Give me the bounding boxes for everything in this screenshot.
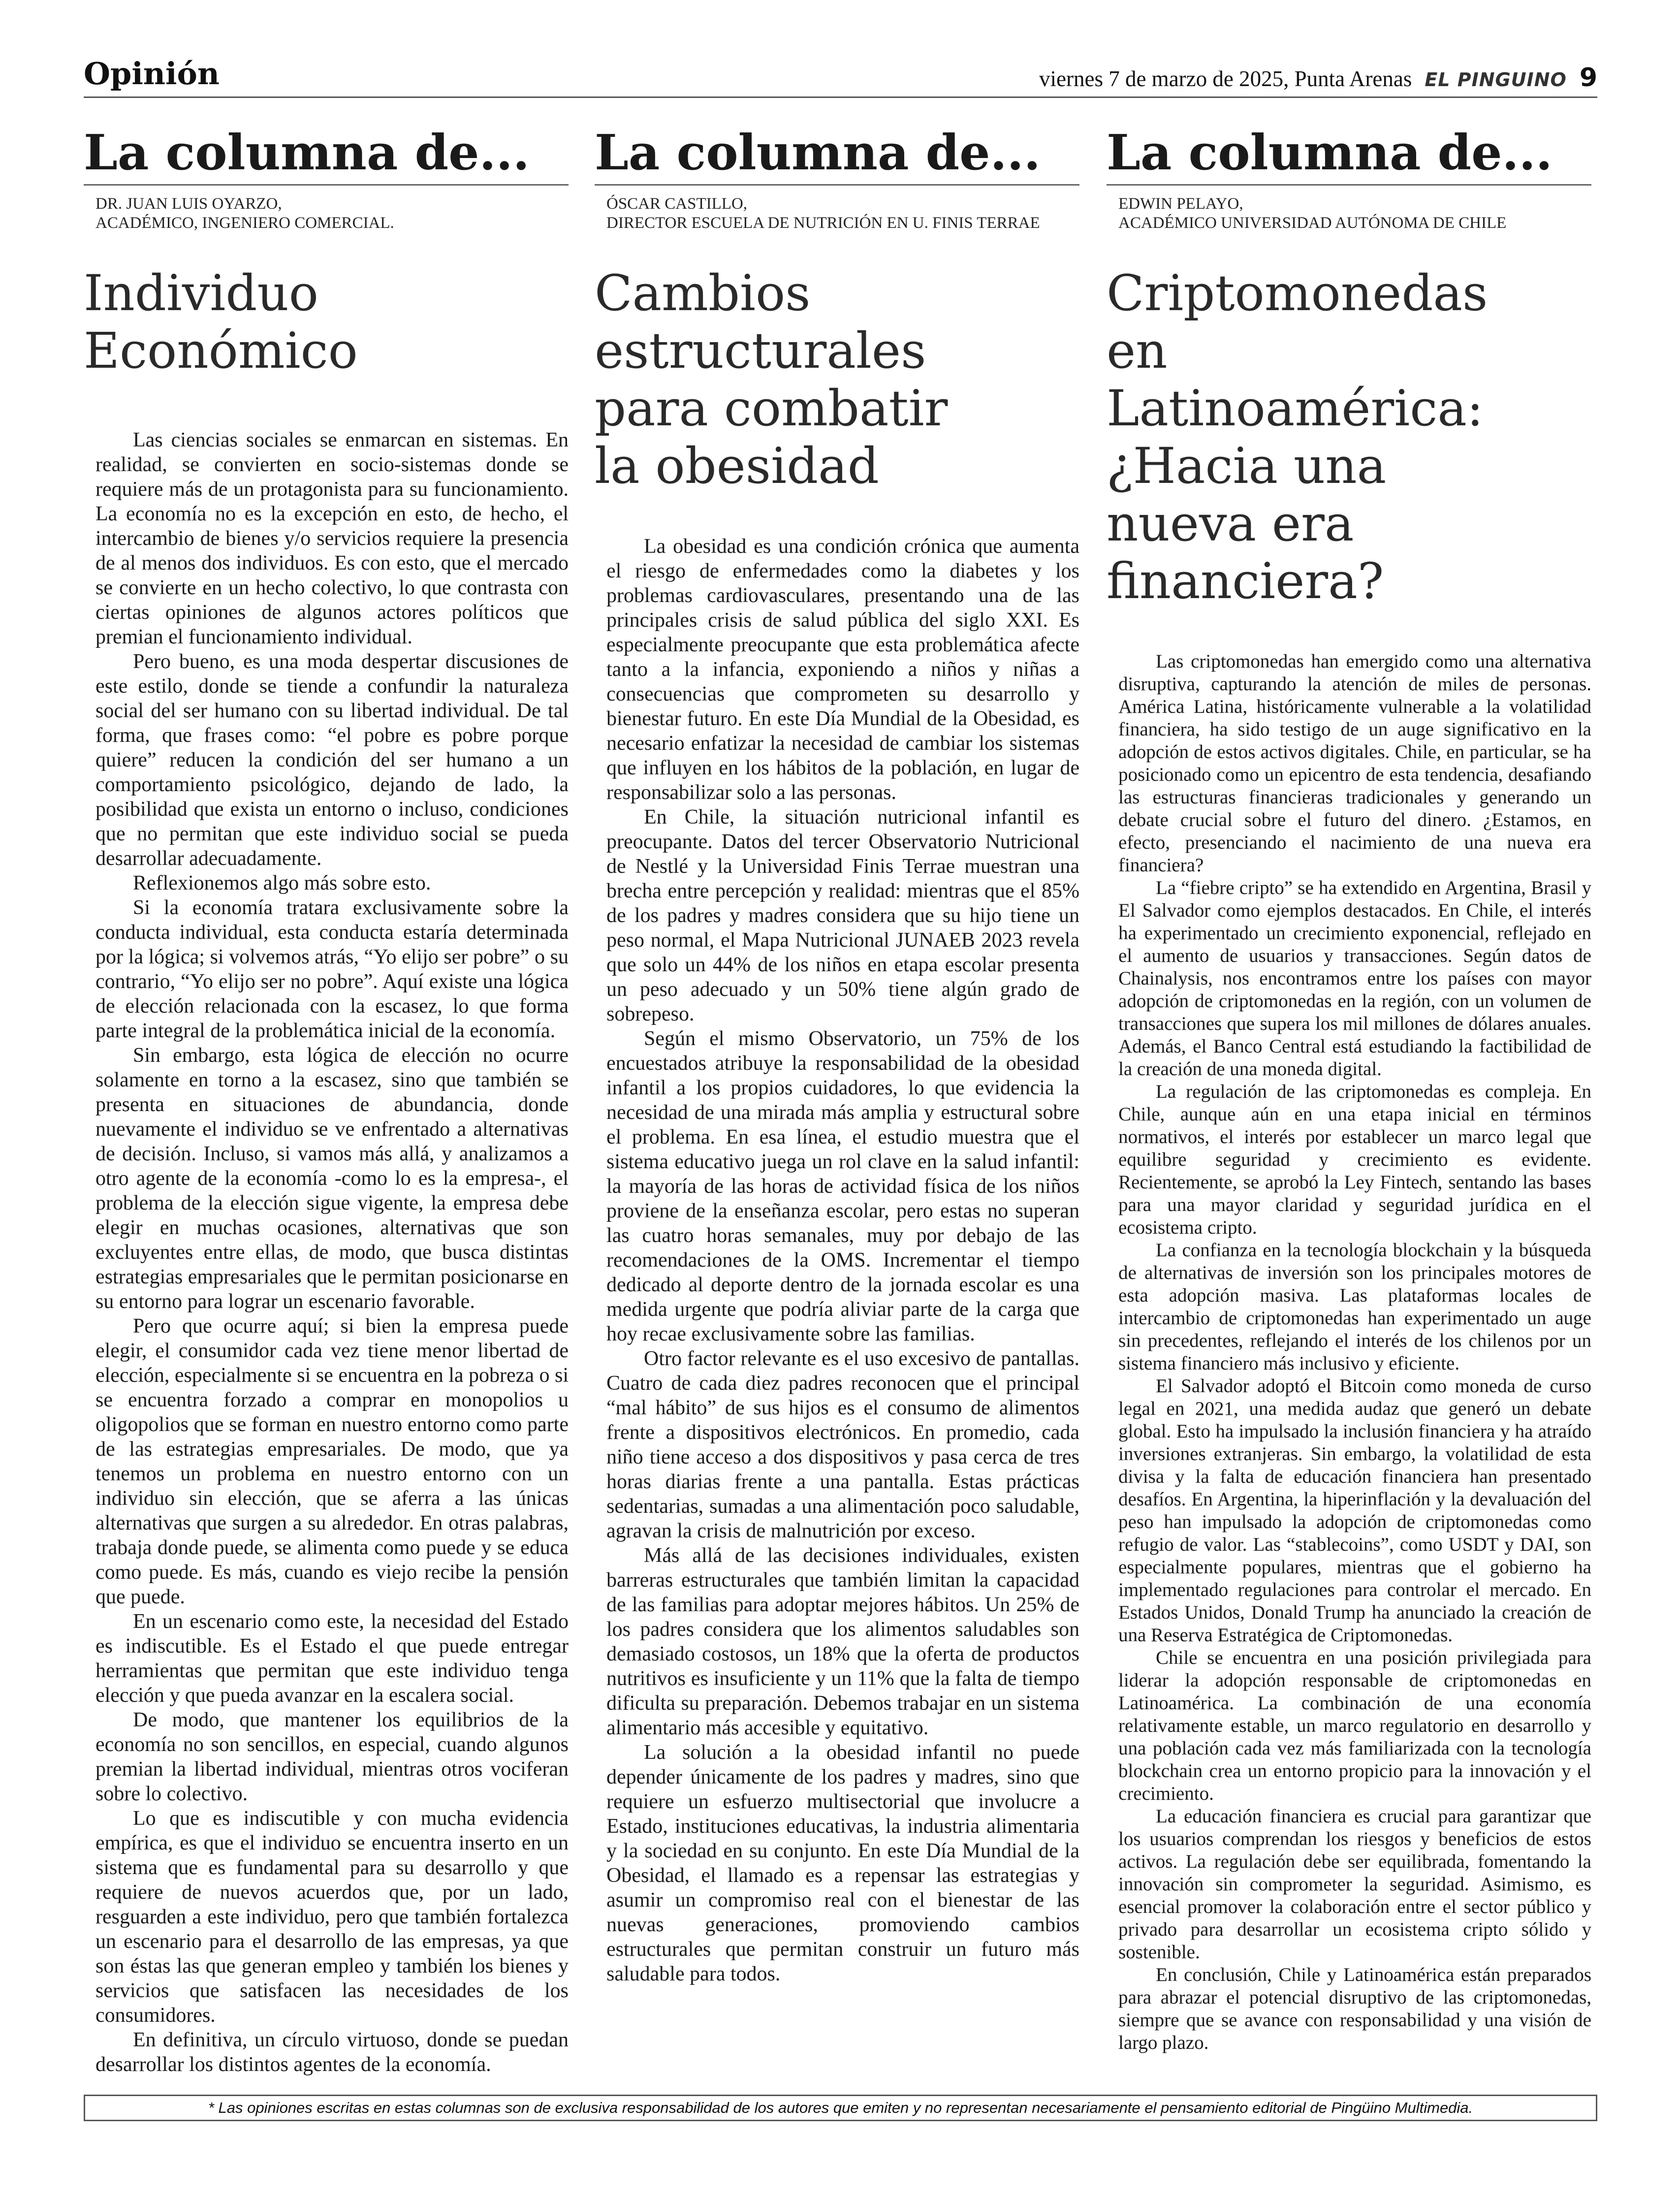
paragraph: La confianza en la tecnología blockchain y la búsqueda de alternativas de inversión son los principales motores de esta adopción masiva. Las plataformas locales de intercambio de criptomonedas han experimentado un auge sin precedentes, reflejando el interés de los chilenos por un sistema financiero más inclusivo y eficiente. [1118, 1240, 1591, 1374]
article-headline: Individuo Económico [84, 264, 358, 380]
date-line: viernes 7 de marzo de 2025, Punta Arenas [1039, 66, 1412, 91]
article-body [1118, 650, 1591, 2054]
column-kicker: La columna de... [595, 129, 1079, 186]
paragraph: Si la economía tratara exclusivamente sobre la conducta individual, esta conducta estaría determinada por la lógica; si volvemos atrás, “Yo elijo ser pobre” o su contrario, “Yo elijo ser no pobre”. Aquí existe una lógica de elección relacionada con la escasez, lo que forma parte integral de la problemática inicial de la economía. [95, 896, 569, 1042]
author-name: ÓSCAR CASTILLO, [606, 195, 748, 213]
author-role: DIRECTOR ESCUELA DE NUTRICIÓN EN U. FINIS TERRAE [606, 214, 1040, 232]
paragraph: El Salvador adoptó el Bitcoin como moneda de curso legal en 2021, una medida audaz que generó un debate global. Esto ha impulsado la inclusión financiera y ha atraído inversiones extranjeras. Sin embargo, la volatilidad de esta divisa y la falta de educación financiera han presentado desafíos. En Argentina, la hiperinflación y la devaluación del peso han impulsado la adopción de criptomonedas como refugio de valor. Las “stablecoins”, como USDT y DAI, son especialmente populares, mientras que el gobierno ha implementado regulaciones para controlar el mercado. En Estados Unidos, Donald Trump ha anunciado la creación de una Reserva Estratégica de Criptomonedas. [1118, 1375, 1591, 1646]
page-header [84, 56, 1597, 98]
paragraph: Sin embargo, esta lógica de elección no ocurre solamente en torno a la escasez, sino que también se presenta en situaciones de abundancia, donde nuevamente el individuo se ve enfrentado a alternativas de decisión. Incluso, si vamos más allá, y analizamos a otro agente de la economía -como lo es la empresa-, el problema de la elección sigue vigente, la empresa debe elegir en muchas ocasiones, alternativas que son excluyentes entre ellas, de modo, que busca distintas estrategias empresariales que le permitan posicionarse en su entorno para lograr un escenario favorable. [95, 1044, 569, 1313]
paragraph: Las criptomonedas han emergido como una alternativa disruptiva, capturando la atención de miles de personas. América Latina, históricamente vulnerable a la volatilidad financiera, ha sido testigo de un auge significativo en la adopción de estos activos digitales. Chile, en particular, se ha posicionado como un epicentro de esta tendencia, desafiando las estructuras financieras tradicionales y generando un debate crucial sobre el futuro del dinero. ¿Estamos, en efecto, presenciando el nacimiento de una nueva era financiera? [1118, 651, 1591, 876]
paragraph: Pero que ocurre aquí; si bien la empresa puede elegir, el consumidor cada vez tiene menor libertad de elección, especialmente si se encuentra en la pobreza o si se encuentra forzado a comprar en monopolios u oligopolios que se forman en nuestro entorno como parte de las estrategias empresariales. De modo, que ya tenemos un problema en nuestro entorno con un individuo sin elección, que se aferra a las únicas alternativas que surgen a su alrededor. En otras palabras, trabaja donde puede, se alimenta como puede y se educa como puede. Es más, cuando es viejo recibe la pensión que puede. [95, 1315, 569, 1608]
newspaper-logo: EL PINGUINO [1425, 69, 1567, 91]
header-meta [1039, 63, 1597, 93]
paragraph: Chile se encuentra en una posición privilegiada para liderar la adopción responsable de criptomonedas en Latinoamérica. La combinación de una economía relativamente estable, un marco regulatorio en desarrollo y una población cada vez más familiarizada con la tecnología blockchain crea un entorno propicio para la innovación y el crecimiento. [1118, 1647, 1591, 1804]
author-role: ACADÉMICO, INGENIERO COMERCIAL. [95, 214, 394, 232]
author-byline [1118, 194, 1591, 233]
paragraph: Otro factor relevante es el uso excesivo de pantallas. Cuatro de cada diez padres reconocen que el principal “mal hábito” de sus hijos es el consumo de alimentos frente a dispositivos electrónicos. En promedio, cada niño tiene acceso a dos dispositivos y pasa cerca de tres horas diarias frente a una pantalla. Estas prácticas sedentarias, sumadas a una alimentación poco saludable, agravan la crisis de malnutrición por exceso. [606, 1347, 1079, 1542]
paragraph: Lo que es indiscutible y con mucha evidencia empírica, es que el individuo se encuentra inserto en un sistema que es fundamental para su desarrollo y que requiere de nuevos acuerdos que, por un lado, resguarden a este individuo, pero que también fortalezca un escenario para el desarrollo de las empresas, ya que son éstas las que generan empleo y también los bienes y servicios que satisfacen las necesidades de los consumidores. [95, 1807, 569, 2027]
paragraph: La “fiebre cripto” se ha extendido en Argentina, Brasil y El Salvador como ejemplos destacados. En Chile, el interés ha experimentado un crecimiento exponencial, reflejado en el aumento de usuarios y transacciones. Según datos de Chainalysis, nos encontramos entre los países con mayor adopción de criptomonedas en la región, con un volumen de transacciones que supera los mil millones de dólares anuales. Además, el Banco Central está estudiando la factibilidad de la creación de una moneda digital. [1118, 877, 1591, 1080]
opinion-column-2 [595, 125, 1079, 1986]
paragraph: En definitiva, un círculo virtuoso, donde se puedan desarrollar los distintos agentes de la economía. [95, 2029, 569, 2076]
paragraph: Más allá de las decisiones individuales, existen barreras estructurales que también limitan la capacidad de las familias para adoptar mejores hábitos. Un 25% de los padres considera que los alimentos saludables son demasiado costosos, un 18% que la oferta de productos nutritivos es insuficiente y un 11% que la falta de tiempo dificulta su preparación. Debemos trabajar en un sistema alimentario más accesible y equitativo. [606, 1544, 1079, 1739]
page-number: 9 [1579, 63, 1597, 93]
article-body [95, 428, 569, 2077]
paragraph: Reflexionemos algo más sobre esto. [133, 872, 431, 894]
author-role: ACADÉMICO UNIVERSIDAD AUTÓNOMA DE CHILE [1118, 214, 1507, 232]
paragraph: En un escenario como este, la necesidad del Estado es indiscutible. Es el Estado el que puede entregar herramientas que permitan que este individuo tenga elección y que pueda avanzar en la escalera social. [95, 1610, 569, 1707]
author-name: EDWIN PELAYO, [1118, 195, 1243, 213]
author-name: DR. JUAN LUIS OYARZO, [95, 195, 282, 213]
column-kicker: La columna de... [1107, 129, 1591, 186]
opinion-column-1 [84, 125, 569, 2077]
paragraph: La regulación de las criptomonedas es compleja. En Chile, aunque aún en una etapa inicial en términos normativos, el interés por establecer un marco legal que equilibre seguridad y crecimiento es evidente. Recientemente, se aprobó la Ley Fintech, sentando las bases para una mayor claridad y seguridad jurídica en el ecosistema cripto. [1118, 1081, 1591, 1238]
paragraph: En conclusión, Chile y Latinoamérica están preparados para abrazar el potencial disruptivo de las criptomonedas, siempre que se avance con responsabilidad y una visión de largo plazo. [1118, 1964, 1591, 2053]
article-headline: Cambios estructurales para combatir la obesidad [595, 264, 948, 495]
author-byline [606, 194, 1079, 233]
disclaimer-box [84, 2095, 1597, 2121]
paragraph: De modo, que mantener los equilibrios de la economía no son sencillos, en especial, cuando algunos premian la libertad individual, mientras otros vociferan sobre lo colectivo. [95, 1709, 569, 1805]
paragraph: Las ciencias sociales se enmarcan en sistemas. En realidad, se convierten en socio-sistemas donde se requiere más de un protagonista para su funcionamiento. La economía no es la excepción en esto, de hecho, el intercambio de bienes y/o servicios requiere la presencia de al menos dos individuos. Es con esto, que el mercado se convierte en un hecho colectivo, lo que contrasta con ciertas opiniones de algunos actores políticos que premian el funcionamiento individual. [95, 429, 569, 648]
article-headline: Criptomonedas en Latinoamérica: ¿Hacia una nueva era financiera? [1107, 264, 1488, 610]
paragraph: En Chile, la situación nutricional infantil es preocupante. Datos del tercer Observatorio Nutricional de Nestlé y la Universidad Finis Terrae muestran una brecha entre percepción y realidad: mientras que el 85% de los padres y madres considera que su hijo tiene un peso normal, el Mapa Nutricional JUNAEB 2023 revela que solo un 44% de los niños en etapa escolar presenta un peso adecuado y un 50% tiene algún grado de sobrepeso. [606, 806, 1079, 1025]
paragraph: La obesidad es una condición crónica que aumenta el riesgo de enfermedades como la diabetes y los problemas cardiovasculares, presentando una de las principales crisis de salud pública del siglo XXI. Es especialmente preocupante que esta problemática afecte tanto a la infancia, exponiendo a niños y niñas a consecuencias que comprometen su desarrollo y bienestar futuro. En este Día Mundial de la Obesidad, es necesario enfatizar la necesidad de cambiar los sistemas que influyen en los hábitos de la población, en lugar de responsabilizar solo a las personas. [606, 535, 1079, 804]
section-title: Opinión [84, 56, 220, 92]
paragraph: La solución a la obesidad infantil no puede depender únicamente de los padres y madres, sino que requiere un esfuerzo multisectorial que involucre a Estado, instituciones educativas, la industria alimentaria y la sociedad en su conjunto. En este Día Mundial de la Obesidad, el llamado es a repensar las estrategias y asumir un compromiso real con el bienestar de las nuevas generaciones, promoviendo cambios estructurales que permitan construir un futuro más saludable para todos. [606, 1741, 1079, 1985]
article-body [606, 534, 1079, 1986]
column-kicker: La columna de... [84, 129, 569, 186]
paragraph: La educación financiera es crucial para garantizar que los usuarios comprendan los riesgos y beneficios de estos activos. La regulación debe ser equilibrada, fomentando la innovación sin comprometer la seguridad. Asimismo, es esencial promover la colaboración entre el sector público y privado para desarrollar un ecosistema cripto sólido y sostenible. [1118, 1806, 1591, 1963]
disclaimer-text: * Las opiniones escritas en estas columnas son de exclusiva responsabilidad de los autores que emiten y no representan necesariamente el pensamiento editorial de Pingüino Multimedia. [208, 2099, 1473, 2116]
opinion-column-3 [1107, 125, 1591, 2054]
paragraph: Según el mismo Observatorio, un 75% de los encuestados atribuye la responsabilidad de la obesidad infantil a los propios cuidadores, lo que evidencia la necesidad de una mirada más amplia y estructural sobre el problema. En esa línea, el estudio muestra que el sistema educativo juega un rol clave en la salud infantil: la mayoría de las horas de actividad física de los niños proviene de la enseñanza escolar, pero estas no superan las cuatro horas semanales, muy por debajo de las recomendaciones de la OMS. Incrementar el tiempo dedicado al deporte dentro de la jornada escolar es una medida urgente que podría aliviar parte de la carga que hoy recae exclusivamente sobre las familias. [606, 1027, 1079, 1345]
paragraph: Pero bueno, es una moda despertar discusiones de este estilo, donde se tiende a confundir la naturaleza social del ser humano con su libertad individual. De tal forma, que frases como: “el pobre es pobre porque quiere” reducen la condición del ser humano a un comportamiento psicológico, dejando de lado, la posibilidad que exista un entorno o incluso, condiciones que no permitan que este individuo social se pueda desarrollar adecuadamente. [95, 650, 569, 870]
author-byline [95, 194, 569, 233]
